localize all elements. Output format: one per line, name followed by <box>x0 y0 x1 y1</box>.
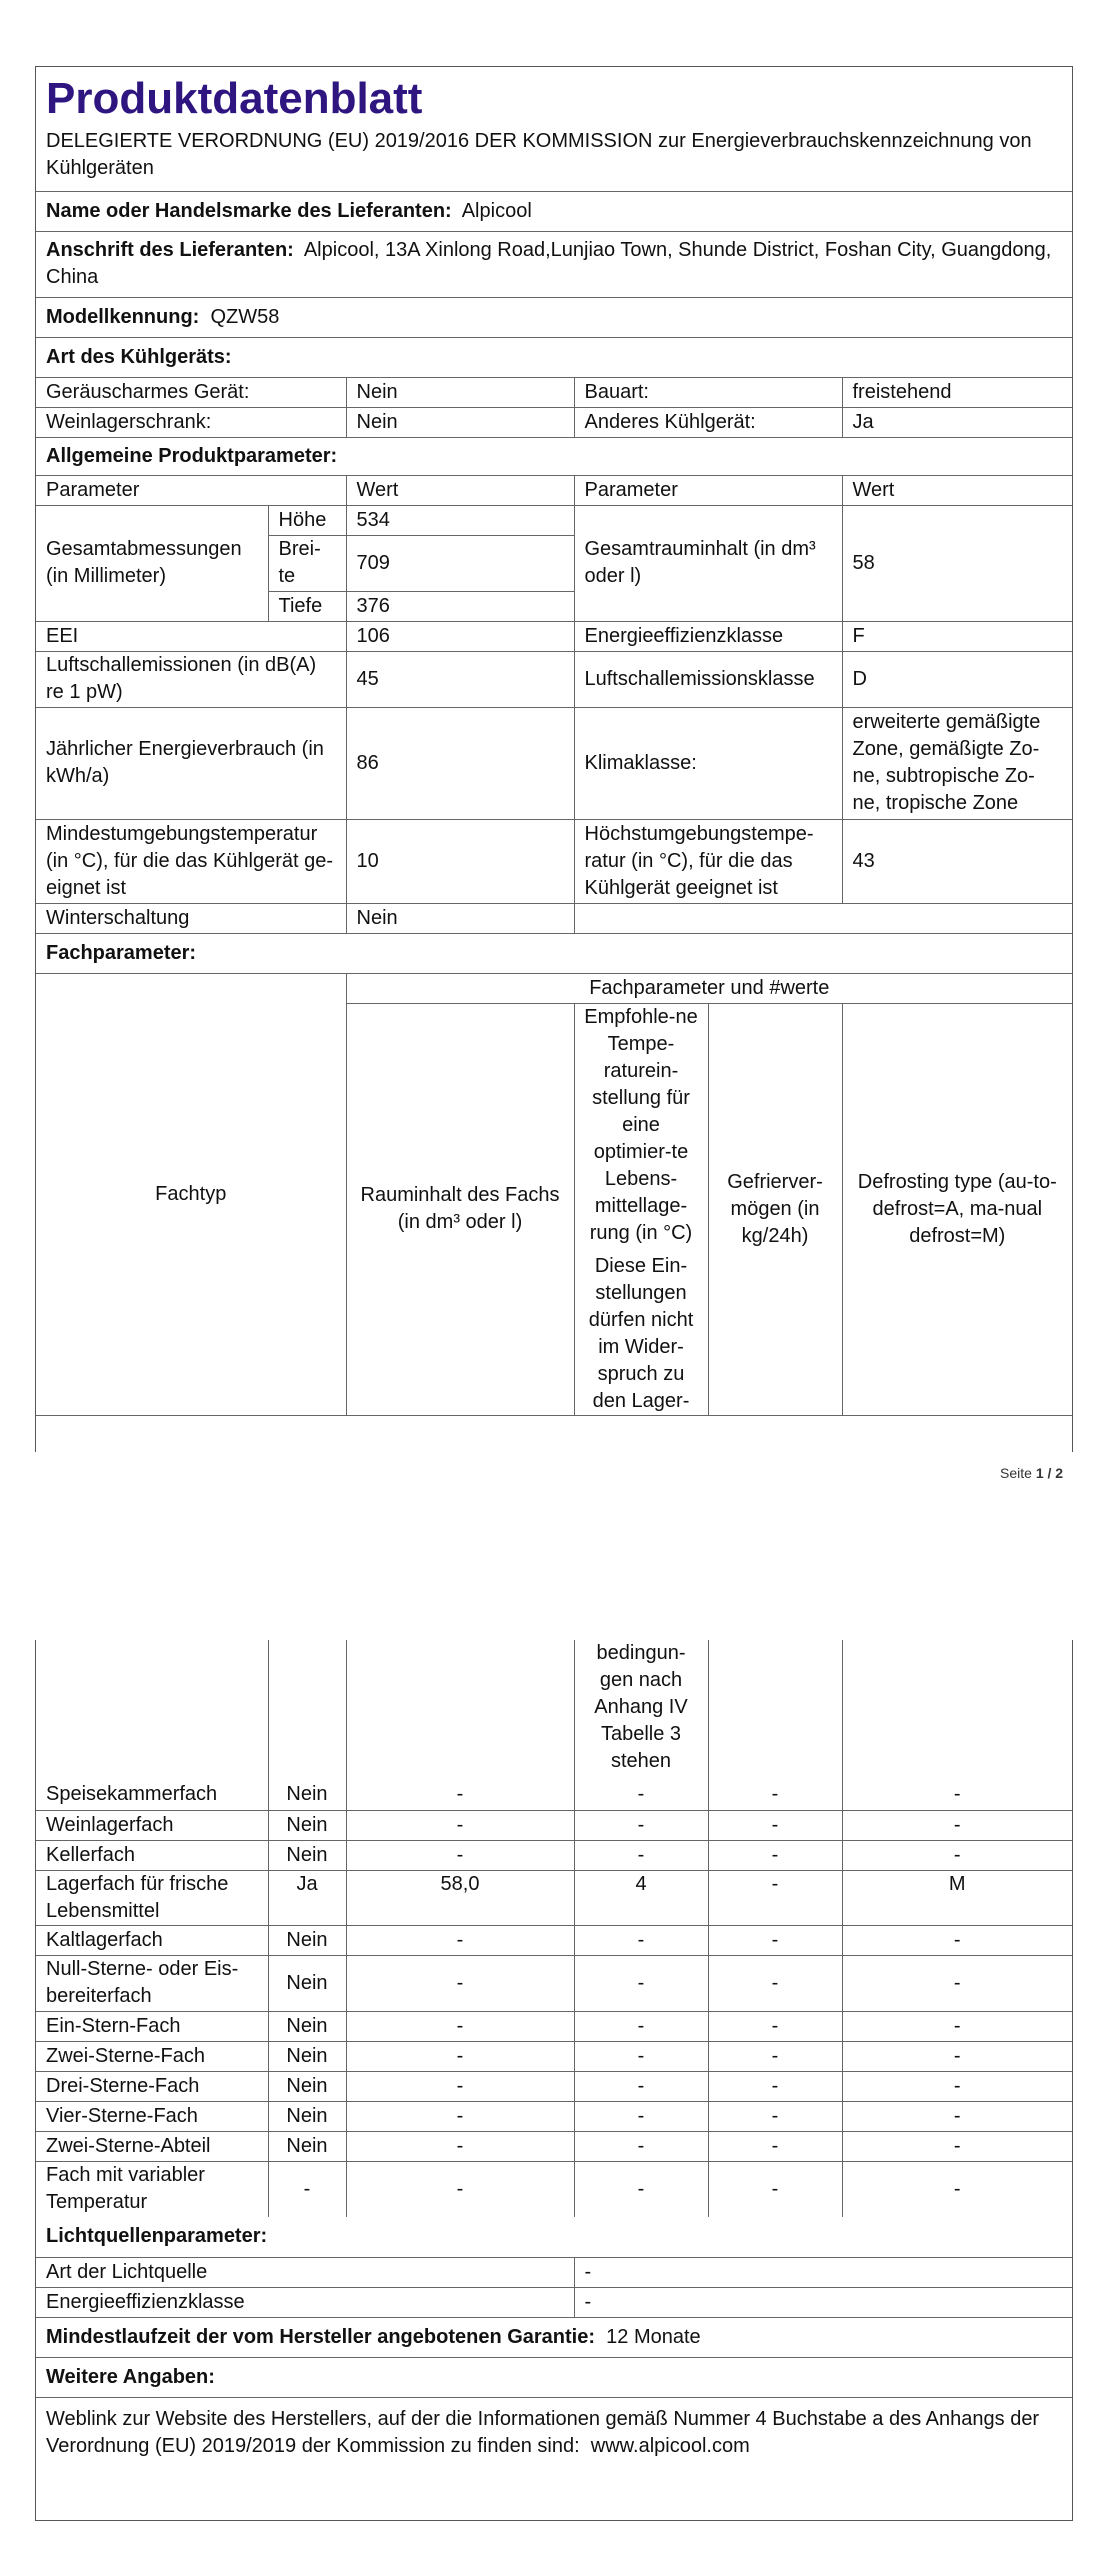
compartment-freeze: - <box>708 1955 842 2011</box>
continued-empty-3 <box>346 1640 574 1780</box>
compartment-row <box>36 2041 1072 2071</box>
continued-empty-1 <box>36 1640 268 1780</box>
min-temp-value: 10 <box>346 819 574 903</box>
compartment-row <box>36 2071 1072 2101</box>
freeze-header: Gefrierver-mögen (in kg/24h) <box>708 1003 842 1415</box>
max-temp-label: Höchstumgebungstempe-ratur (in °C), für die das Kühlgerät geeignet ist <box>574 819 842 903</box>
compartment-row <box>36 1840 1072 1870</box>
compartment-section-heading: Fachparameter: <box>36 933 1072 973</box>
compartment-defrost: - <box>842 1810 1072 1840</box>
compartment-volume: - <box>346 2131 574 2161</box>
compartment-name: Lagerfach für frische Lebensmittel <box>36 1870 268 1925</box>
compartment-name: Kellerfach <box>36 1840 268 1870</box>
supplier-address-row <box>36 231 1072 297</box>
compartment-defrost: - <box>842 2131 1072 2161</box>
compartment-freeze: - <box>708 2071 842 2101</box>
temp-header-note-continued: bedingun-gen nach Anhang IV Tabelle 3 stehen <box>574 1640 708 1780</box>
compartment-row <box>36 1955 1072 2011</box>
compartment-freeze: - <box>708 2131 842 2161</box>
compartment-freeze: - <box>708 1870 842 1925</box>
compartment-present: Nein <box>268 2131 346 2161</box>
compartment-name: Kaltlagerfach <box>36 1925 268 1955</box>
compartment-freeze: - <box>708 2161 842 2217</box>
page-2 <box>35 1640 1073 2521</box>
further-info-body: Weblink zur Website des Herstellers, auf der die Informationen gemäß Nummer 4 Buchstabe a des Anhangs der Verordnung (EU) 2019/2019 der Kommission zu finden sind: <box>46 2408 1040 2458</box>
compartment-present: Nein <box>268 2011 346 2041</box>
temp-header <box>574 1003 708 1415</box>
width-value: 709 <box>346 535 574 591</box>
compartment-freeze: - <box>708 1780 842 1810</box>
low-noise-label: Geräuscharmes Gerät: <box>36 377 346 407</box>
compartment-temp: - <box>574 1840 708 1870</box>
compartment-present: Nein <box>268 2071 346 2101</box>
compartment-defrost: - <box>842 2101 1072 2131</box>
compartment-row <box>36 1870 1072 1925</box>
compartment-name: Null-Sterne- oder Eis-bereiterfach <box>36 1955 268 2011</box>
light-class-value: - <box>574 2287 1072 2317</box>
page-sep: / <box>1047 1465 1052 1481</box>
warranty-label: Mindestlaufzeit der vom Hersteller angebotenen Garantie: <box>46 2325 596 2348</box>
noise-class-label: Luftschallemissionsklasse <box>574 651 842 707</box>
param-header: Parameter <box>36 475 346 505</box>
compartment-row <box>36 1810 1072 1840</box>
compartment-temp: - <box>574 2041 708 2071</box>
compartment-temp: - <box>574 2011 708 2041</box>
design-label: Bauart: <box>574 377 842 407</box>
compartment-temp: - <box>574 1925 708 1955</box>
model-row <box>36 297 1072 337</box>
compartment-volume: - <box>346 1780 574 1810</box>
climate-class-value: erweiterte gemäßigte Zone, gemäßigte Zo-ne, subtropische Zo-ne, tropische Zone <box>842 707 1072 819</box>
max-temp-value: 43 <box>842 819 1072 903</box>
model-label: Modellkennung: <box>46 305 200 328</box>
compartment-row <box>36 1925 1072 1955</box>
compartment-present: Nein <box>268 2041 346 2071</box>
compartment-volume: - <box>346 2101 574 2131</box>
depth-label: Tiefe <box>268 591 346 621</box>
light-class-label: Energieeffizienzklasse <box>36 2287 574 2317</box>
wine-cabinet-label: Weinlagerschrank: <box>36 407 346 437</box>
compartment-defrost: - <box>842 1780 1072 1810</box>
supplier-name-value: Alpicool <box>461 199 532 222</box>
compartment-group-header: Fachparameter und #werte <box>346 973 1072 1003</box>
winter-switch-label: Winterschaltung <box>36 903 346 933</box>
temp-header-text: Empfohle-ne Tempe-raturein-stellung für eine optimier-te Lebens-mittellage-rung (in °C) <box>584 1005 698 1244</box>
compartment-row <box>36 2161 1072 2217</box>
noise-label: Luftschallemissionen (in dB(A) re 1 pW) <box>36 651 346 707</box>
compartment-name: Zwei-Sterne-Fach <box>36 2041 268 2071</box>
compartment-name: Ein-Stern-Fach <box>36 2011 268 2041</box>
compartment-name: Drei-Sterne-Fach <box>36 2071 268 2101</box>
further-info-text <box>36 2397 1072 2469</box>
compartment-temp: - <box>574 2101 708 2131</box>
design-value: freistehend <box>842 377 1072 407</box>
defrost-header: Defrosting type (au-to-defrost=A, ma-nual defrost=M) <box>842 1003 1072 1415</box>
compartment-freeze: - <box>708 2011 842 2041</box>
compartment-freeze: - <box>708 1840 842 1870</box>
compartment-temp: 4 <box>574 1870 708 1925</box>
compartment-present: Nein <box>268 1925 346 1955</box>
compartment-name: Fach mit variabler Temperatur <box>36 2161 268 2217</box>
compartment-present: Ja <box>268 1870 346 1925</box>
warranty-row <box>36 2317 1072 2357</box>
compartment-temp: - <box>574 2161 708 2217</box>
datasheet-table-page1 <box>36 67 1072 1416</box>
other-appliance-value: Ja <box>842 407 1072 437</box>
annual-energy-label: Jährlicher Energieverbrauch (in kWh/a) <box>36 707 346 819</box>
other-appliance-label: Anderes Kühlgerät: <box>574 407 842 437</box>
depth-value: 376 <box>346 591 574 621</box>
light-type-label: Art der Lichtquelle <box>36 2257 574 2287</box>
winter-switch-value: Nein <box>346 903 574 933</box>
supplier-address-value: Alpicool, 13A Xinlong Road,Lunjiao Town, Shunde District, Foshan City, Guangdong, China <box>46 239 1052 288</box>
total-volume-value: 58 <box>842 505 1072 621</box>
compartment-volume: 58,0 <box>346 1870 574 1925</box>
warranty-value: 12 Monate <box>606 2325 701 2348</box>
compartment-temp: - <box>574 2071 708 2101</box>
page-title: Produktdatenblatt <box>46 74 423 123</box>
general-section-heading: Allgemeine Produktparameter: <box>36 437 1072 475</box>
compartment-volume: - <box>346 2071 574 2101</box>
compartment-defrost: - <box>842 1925 1072 1955</box>
energy-class-value: F <box>842 621 1072 651</box>
height-value: 534 <box>346 505 574 535</box>
dimensions-label: Gesamtabmessungen (in Millimeter) <box>36 505 268 621</box>
page-number <box>1000 1460 1063 1487</box>
further-section-heading: Weitere Angaben: <box>36 2357 1072 2397</box>
volume-header: Rauminhalt des Fachs (in dm³ oder l) <box>346 1003 574 1415</box>
compartment-defrost: - <box>842 1955 1072 2011</box>
compartment-volume: - <box>346 1955 574 2011</box>
eei-value: 106 <box>346 621 574 651</box>
compartment-defrost: - <box>842 2161 1072 2217</box>
compartment-defrost: - <box>842 2071 1072 2101</box>
page-current: 1 <box>1035 1465 1044 1481</box>
noise-class-value: D <box>842 651 1072 707</box>
compartment-name: Speisekammerfach <box>36 1780 268 1810</box>
compartment-name: Zwei-Sterne-Abteil <box>36 2131 268 2161</box>
page-1 <box>35 66 1073 1452</box>
compartment-name: Weinlagerfach <box>36 1810 268 1840</box>
compartment-defrost: - <box>842 1840 1072 1870</box>
compartment-present: Nein <box>268 2101 346 2131</box>
compartment-freeze: - <box>708 1810 842 1840</box>
min-temp-label: Mindestumgebungstemperatur (in °C), für die das Kühlgerät ge-eignet ist <box>36 819 346 903</box>
compartment-temp: - <box>574 1810 708 1840</box>
compartment-row <box>36 2101 1072 2131</box>
supplier-name-row <box>36 191 1072 231</box>
compartment-present: Nein <box>268 1810 346 1840</box>
compartment-rows <box>36 1780 1072 2217</box>
compartment-present: - <box>268 2161 346 2217</box>
compartment-freeze: - <box>708 2041 842 2071</box>
light-type-value: - <box>574 2257 1072 2287</box>
supplier-address-label: Anschrift des Lieferanten: <box>46 239 294 261</box>
eei-label: EEI <box>36 621 346 651</box>
compartment-present: Nein <box>268 1780 346 1810</box>
width-label: Brei-te <box>268 535 346 591</box>
total-volume-label: Gesamtrauminhalt (in dm³ oder l) <box>574 505 842 621</box>
compartment-volume: - <box>346 2161 574 2217</box>
compartment-volume: - <box>346 1925 574 1955</box>
param-header-2: Parameter <box>574 475 842 505</box>
noise-value: 45 <box>346 651 574 707</box>
type-section-heading: Art des Kühlgeräts: <box>36 337 1072 377</box>
compartment-row <box>36 2131 1072 2161</box>
regulation-subtitle: DELEGIERTE VERORDNUNG (EU) 2019/2016 DER KOMMISSION zur Energieverbrauchskennzeichnung von Kühlgeräten <box>36 125 1072 191</box>
page-label: Seite <box>1000 1465 1032 1481</box>
compartment-temp: - <box>574 1955 708 2011</box>
compartment-defrost: - <box>842 2011 1072 2041</box>
annual-energy-value: 86 <box>346 707 574 819</box>
compartment-volume: - <box>346 1810 574 1840</box>
page-total: 2 <box>1055 1465 1064 1481</box>
value-header-2: Wert <box>842 475 1072 505</box>
compartment-row <box>36 2011 1072 2041</box>
manufacturer-weblink[interactable]: www.alpicool.com <box>590 2435 750 2458</box>
low-noise-value: Nein <box>346 377 574 407</box>
continued-empty-5 <box>708 1640 842 1780</box>
datasheet-table-page2 <box>36 1640 1072 2469</box>
compartment-freeze: - <box>708 1925 842 1955</box>
compartment-row <box>36 1780 1072 1810</box>
continued-empty-2 <box>268 1640 346 1780</box>
continued-empty-6 <box>842 1640 1072 1780</box>
compartment-type-header: Fachtyp <box>36 973 346 1415</box>
compartment-defrost: - <box>842 2041 1072 2071</box>
empty-cell <box>574 903 1072 933</box>
height-label: Höhe <box>268 505 346 535</box>
compartment-volume: - <box>346 2041 574 2071</box>
supplier-name-label: Name oder Handelsmarke des Lieferanten: <box>46 199 452 222</box>
energy-class-label: Energieeffizienzklasse <box>574 621 842 651</box>
wine-cabinet-value: Nein <box>346 407 574 437</box>
climate-class-label: Klimaklasse: <box>574 707 842 819</box>
compartment-name: Vier-Sterne-Fach <box>36 2101 268 2131</box>
temp-header-note: Diese Ein-stellungen dürfen nicht im Wider-spruch zu den Lager- <box>588 1254 694 1412</box>
compartment-present: Nein <box>268 1840 346 1870</box>
compartment-defrost: M <box>842 1870 1072 1925</box>
model-value: QZW58 <box>210 305 280 328</box>
compartment-temp: - <box>574 2131 708 2161</box>
compartment-present: Nein <box>268 1955 346 2011</box>
compartment-freeze: - <box>708 2101 842 2131</box>
compartment-volume: - <box>346 2011 574 2041</box>
light-section-heading: Lichtquellenparameter: <box>36 2217 1072 2257</box>
compartment-volume: - <box>346 1840 574 1870</box>
compartment-temp: - <box>574 1780 708 1810</box>
value-header: Wert <box>346 475 574 505</box>
